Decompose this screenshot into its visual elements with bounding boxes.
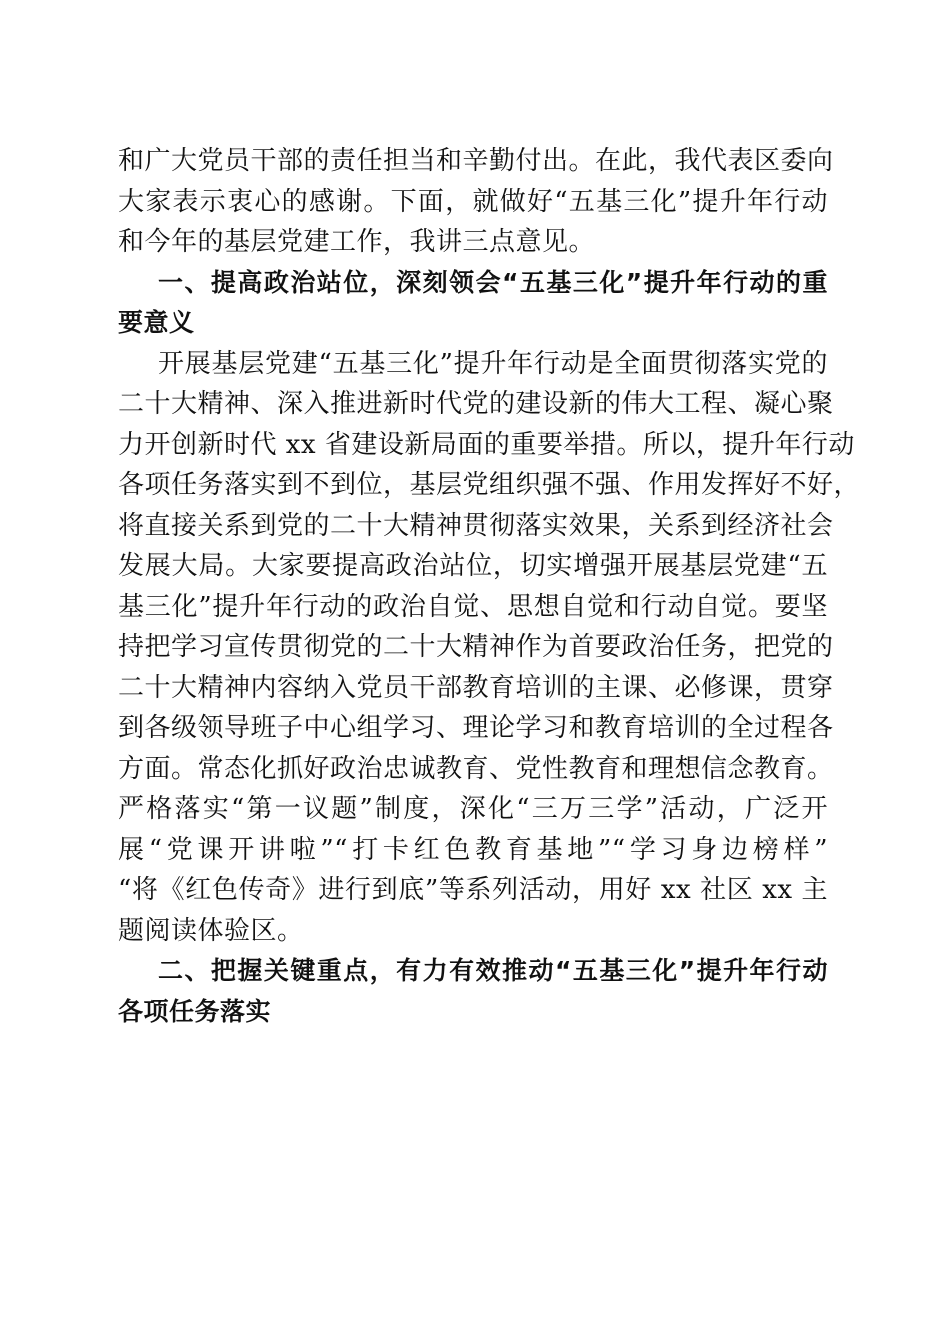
heading-line: 一、提高政治站位，深刻领会“五基三化”提升年行动的重 [158, 267, 828, 297]
text-line: 持把学习宣传贯彻党的二十大精神作为首要政治任务，把党的 [118, 632, 834, 662]
text-line: 和广大党员干部的责任担当和辛勤付出。在此，我代表区委向 [118, 146, 834, 176]
text-line: 到各级领导班子中心组学习、理论学习和教育培训的全过程各 [118, 713, 834, 743]
document-page [118, 141, 861, 1032]
text-line: 方面。常态化抓好政治忠诚教育、党性教育和理想信念教育。 [118, 753, 834, 784]
text-line: 发展大局。大家要提高政治站位，切实增强开展基层党建“五 [118, 551, 828, 581]
text-line: 开展基层党建“五基三化”提升年行动是全面贯彻落实党的 [158, 348, 828, 379]
intro-paragraph [118, 141, 834, 263]
section-heading-2 [118, 951, 828, 1032]
text-line: 严格落实“第一议题”制度，深化“三万三学”活动，广泛开 [118, 794, 828, 824]
text-line: 大家表示衷心的感谢。下面，就做好“五基三化”提升年行动 [118, 186, 828, 217]
text-line: 二十大精神内容纳入党员干部教育培训的主课、必修课，贯穿 [118, 672, 834, 703]
heading-line: 各项任务落实 [118, 996, 272, 1026]
text-line: 和今年的基层党建工作，我讲三点意见。 [118, 227, 596, 257]
text-line: 基三化”提升年行动的政治自觉、思想自觉和行动自觉。要坚 [118, 591, 828, 622]
section-heading-1 [118, 263, 828, 344]
text-line: 将直接关系到党的二十大精神贯彻落实效果，关系到经济社会 [118, 510, 834, 541]
section-1-body-paragraph [118, 344, 861, 952]
text-line: 各项任务落实到不到位，基层党组织强不强、作用发挥好不好， [118, 470, 861, 500]
heading-line: 二、把握关键重点，有力有效推动“五基三化”提升年行动 [158, 956, 828, 985]
text-line: “将《红色传奇》进行到底”等系列活动，用好 xx 社区 xx 主 [118, 875, 828, 905]
heading-line: 要意义 [118, 308, 195, 337]
text-line: 力开创新时代 xx 省建设新局面的重要举措。所以，提升年行动 [118, 429, 855, 460]
text-line: 二十大精神、深入推进新时代党的建设新的伟大工程、凝心聚 [118, 389, 834, 419]
text-line: 展“党课开讲啦”“打卡红色教育基地”“学习身边榜样” [118, 834, 828, 865]
text-line: 题阅读体验区。 [118, 915, 304, 946]
